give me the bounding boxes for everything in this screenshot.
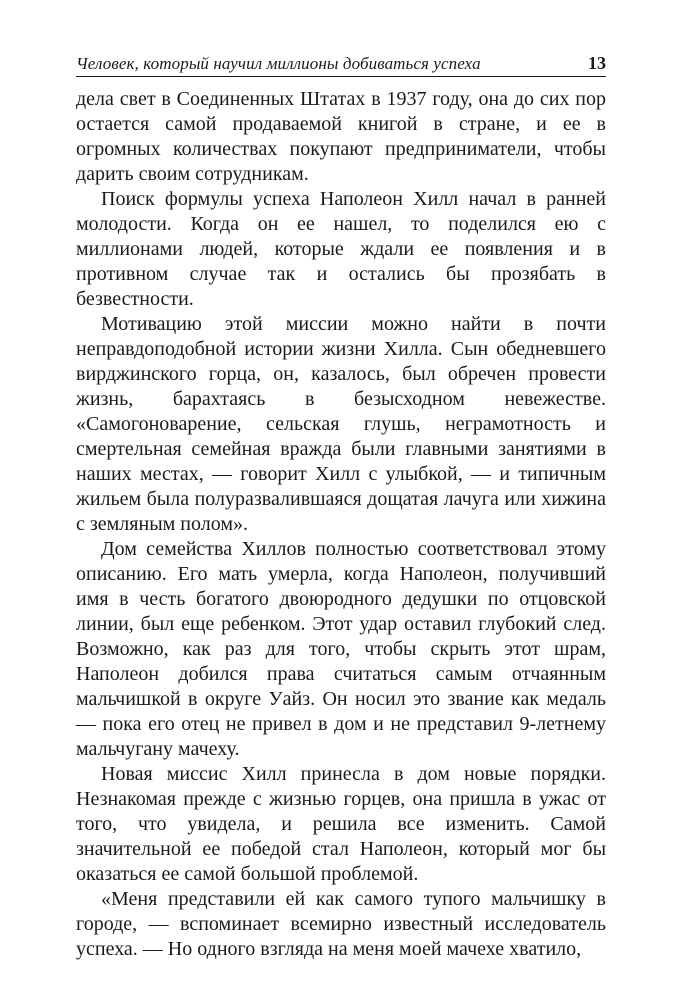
paragraph-1: дела свет в Соединенных Штатах в 1937 году, она до сих пор остается самой продаваемой книгой в стране, и ее в огромных количествах покупают предприниматели, чтобы дарить своим сотрудникам.	[76, 88, 606, 185]
body-text	[76, 87, 606, 962]
paragraph-2: Поиск формулы успеха Наполеон Хилл начал в ранней молодости. Когда он ее нашел, то поделился ею с миллионами людей, которые ждали ее появления и в противном случае так и остались бы прозябать в безвестности.	[76, 188, 606, 310]
paragraph-5: Новая миссис Хилл принесла в дом новые порядки. Незнакомая прежде с жизнью горцев, она пришла в ужас от того, что увидела, и решила все изменить. Самой значительной ее победой стал Наполеон, который мог бы оказаться ее самой большой проблемой.	[76, 763, 606, 885]
paragraph-3: Мотивацию этой миссии можно найти в почти неправдоподобной истории жизни Хилла. Сын обедневшего вирджинского горца, он, казалось, был обречен провести жизнь, барахтаясь в безысходном невежестве. «Самогоноварение, сельская глушь, неграмотность и смертельная семейная вражда были главными занятиями в наших местах, — говорит Хилл с улыбкой, — и типичным жильем была полуразвалившаяся дощатая лачуга или хижина с земляным полом».	[76, 313, 606, 535]
running-header	[76, 46, 606, 77]
running-title: Человек, который научил миллионы добиваться успеха	[76, 54, 481, 73]
page-number: 13	[588, 53, 606, 73]
paragraph-6: «Меня представили ей как самого тупого мальчишку в городе, — вспоминает всемирно известный исследователь успеха. — Но одного взгляда на меня моей мачехе хватило,	[76, 888, 606, 960]
book-page	[76, 46, 606, 962]
paragraph-4: Дом семейства Хиллов полностью соответствовал этому описанию. Его мать умерла, когда Наполеон, получивший имя в честь богатого двоюродного дедушки по отцовской линии, был еще ребенком. Этот удар оставил глубокий след. Возможно, как раз для того, чтобы скрыть этот шрам, Наполеон добился права считаться самым отчаянным мальчишкой в округе Уайз. Он носил это звание как медаль — пока его отец не привел в дом и не представил 9-летнему мальчугану мачеху.	[76, 538, 606, 760]
